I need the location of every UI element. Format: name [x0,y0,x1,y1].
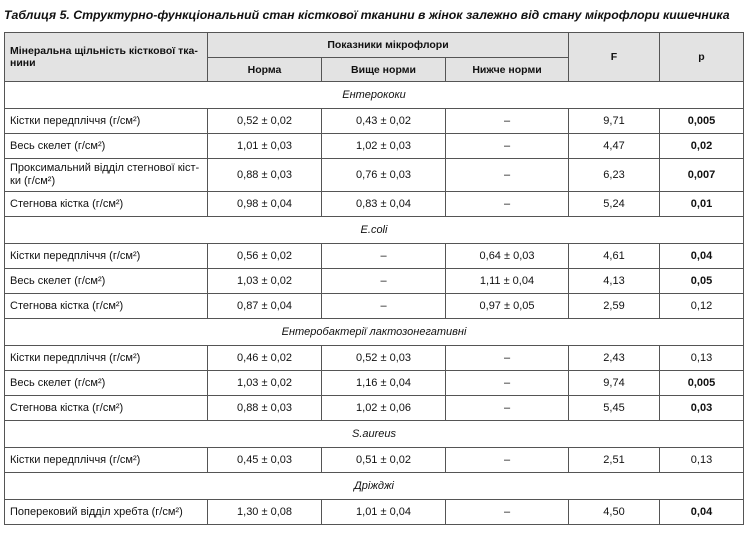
table-caption: Таблиця 5. Структурно-функціональний стан кісткової тканини в жінок залежно від стану мікрофлори кишечника [4,8,730,22]
cell-p: 0,02 [660,134,744,159]
table-row [5,346,744,371]
table-row [5,396,744,421]
row-label: Стегнова кістка (г/см²) [5,192,208,217]
table-header [5,33,744,82]
section-title: E.coli [5,217,744,244]
cell-above-norm: 0,43 ± 0,02 [322,109,446,134]
cell-f: 9,71 [569,109,660,134]
cell-below-norm: 0,64 ± 0,03 [446,244,569,269]
table-row [5,269,744,294]
table-body [5,82,744,525]
table-row [5,244,744,269]
cell-above-norm: 0,51 ± 0,02 [322,448,446,473]
cell-above-norm: – [322,294,446,319]
cell-above-norm: – [322,269,446,294]
cell-above-norm: 1,02 ± 0,06 [322,396,446,421]
header-above-norm: Вище норми [322,58,446,82]
cell-below-norm: 1,11 ± 0,04 [446,269,569,294]
header-below-norm: Нижче норми [446,58,569,82]
cell-p: 0,007 [660,159,744,192]
cell-p: 0,13 [660,346,744,371]
row-label: Проксимальний відділ стегнової кіст- ки (г/см²) [5,159,208,192]
table-row [5,192,744,217]
cell-p: 0,12 [660,294,744,319]
cell-below-norm: 0,97 ± 0,05 [446,294,569,319]
row-label: Кістки передпліччя (г/см²) [5,109,208,134]
cell-p: 0,005 [660,109,744,134]
table-row [5,500,744,525]
cell-norm: 0,46 ± 0,02 [208,346,322,371]
cell-norm: 0,87 ± 0,04 [208,294,322,319]
cell-p: 0,005 [660,371,744,396]
table-row [5,109,744,134]
cell-above-norm: 1,01 ± 0,04 [322,500,446,525]
cell-below-norm: – [446,134,569,159]
cell-above-norm: – [322,244,446,269]
section-row [5,319,744,346]
row-label: Стегнова кістка (г/см²) [5,294,208,319]
cell-p: 0,05 [660,269,744,294]
row-label: Кістки передпліччя (г/см²) [5,448,208,473]
cell-f: 2,59 [569,294,660,319]
section-title: Ентерококи [5,82,744,109]
table-row [5,294,744,319]
table-row [5,134,744,159]
header-p: p [660,33,744,82]
cell-f: 9,74 [569,371,660,396]
section-title: Ентеробактерії лактозонегативні [5,319,744,346]
cell-p: 0,13 [660,448,744,473]
cell-above-norm: 0,52 ± 0,03 [322,346,446,371]
cell-below-norm: – [446,500,569,525]
table-row [5,159,744,192]
section-title: Дріжджі [5,473,744,500]
row-label: Стегнова кістка (г/см²) [5,396,208,421]
cell-below-norm: – [446,371,569,396]
cell-norm: 0,56 ± 0,02 [208,244,322,269]
cell-f: 4,50 [569,500,660,525]
row-label: Кістки передпліччя (г/см²) [5,346,208,371]
section-row [5,421,744,448]
cell-above-norm: 0,83 ± 0,04 [322,192,446,217]
section-row [5,82,744,109]
cell-f: 5,45 [569,396,660,421]
cell-f: 4,61 [569,244,660,269]
cell-norm: 0,45 ± 0,03 [208,448,322,473]
cell-p: 0,03 [660,396,744,421]
section-title: S.aureus [5,421,744,448]
cell-norm: 1,01 ± 0,03 [208,134,322,159]
table-row [5,448,744,473]
cell-above-norm: 0,76 ± 0,03 [322,159,446,192]
cell-f: 2,51 [569,448,660,473]
row-label: Поперековий відділ хребта (г/см²) [5,500,208,525]
header-microflora-group: Показники мікрофлори [208,33,569,58]
header-mineral-density: Мінеральна щільність кісткової тка- нини [5,33,208,82]
header-f: F [569,33,660,82]
cell-norm: 0,88 ± 0,03 [208,159,322,192]
cell-norm: 0,52 ± 0,02 [208,109,322,134]
row-label: Весь скелет (г/см²) [5,134,208,159]
cell-norm: 1,03 ± 0,02 [208,371,322,396]
cell-below-norm: – [446,346,569,371]
cell-p: 0,04 [660,244,744,269]
cell-norm: 1,03 ± 0,02 [208,269,322,294]
cell-norm: 0,98 ± 0,04 [208,192,322,217]
cell-f: 2,43 [569,346,660,371]
row-label: Кістки передпліччя (г/см²) [5,244,208,269]
cell-above-norm: 1,16 ± 0,04 [322,371,446,396]
header-norm: Норма [208,58,322,82]
section-row [5,473,744,500]
cell-above-norm: 1,02 ± 0,03 [322,134,446,159]
row-label: Весь скелет (г/см²) [5,269,208,294]
cell-f: 5,24 [569,192,660,217]
cell-norm: 0,88 ± 0,03 [208,396,322,421]
cell-below-norm: – [446,109,569,134]
section-row [5,217,744,244]
cell-p: 0,04 [660,500,744,525]
cell-f: 6,23 [569,159,660,192]
cell-norm: 1,30 ± 0,08 [208,500,322,525]
cell-below-norm: – [446,396,569,421]
cell-f: 4,47 [569,134,660,159]
cell-below-norm: – [446,192,569,217]
cell-f: 4,13 [569,269,660,294]
cell-p: 0,01 [660,192,744,217]
cell-below-norm: – [446,159,569,192]
table-row [5,371,744,396]
data-table [4,32,744,525]
cell-below-norm: – [446,448,569,473]
row-label: Весь скелет (г/см²) [5,371,208,396]
